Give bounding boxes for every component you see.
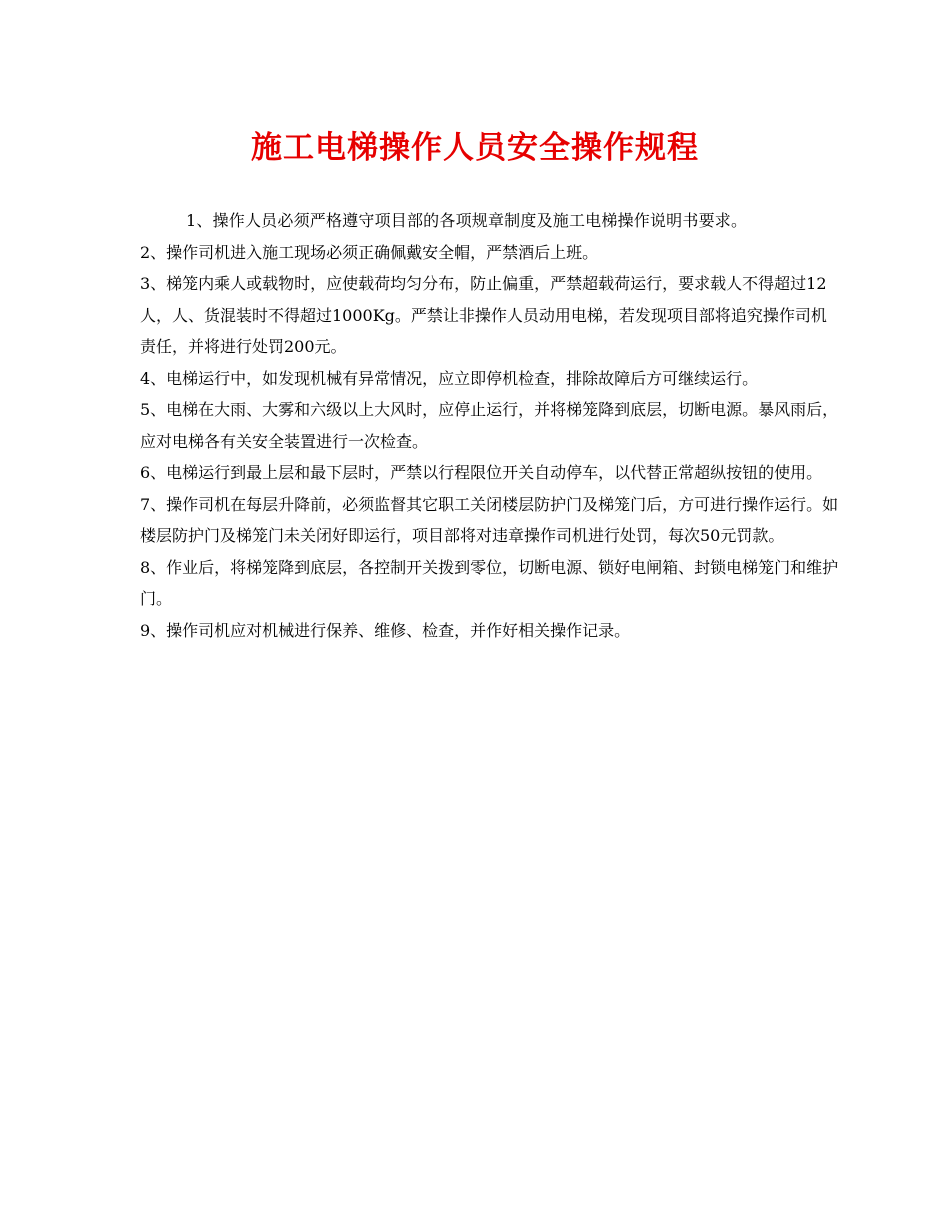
page-title: 施工电梯操作人员安全操作规程 xyxy=(251,130,699,166)
rule-item-1: 1、操作人员必须严格遵守项目部的各项规章制度及施工电梯操作说明书要求。 xyxy=(186,211,748,230)
rule-item-5: 5、电梯在大雨、大雾和六级以上大风时，应停止运行，并将梯笼降到底层，切断电源。暴风雨后，应对电梯各有关安全装置进行一次检查。 xyxy=(140,400,839,451)
rule-item-6: 6、电梯运行到最上层和最下层时，严禁以行程限位开关自动停车，以代替正常超纵按钮的使用。 xyxy=(140,463,823,482)
rule-item-3: 3、梯笼内乘人或载物时，应使载荷均匀分布，防止偏重，严禁超载荷运行，要求载人不得超过12人，人、货混装时不得超过1000Kg。严禁让非操作人员动用电梯，若发现项目部将追究操作司机责任，并将进行处罚200元。 xyxy=(140,274,827,356)
rule-item-9: 9、操作司机应对机械进行保养、维修、检查，并作好相关操作记录。 xyxy=(140,620,631,640)
rule-item-4: 4、电梯运行中，如发现机械有异常情况，应立即停机检查，排除故障后方可继续运行。 xyxy=(140,368,759,388)
rule-item-8: 8、作业后，将梯笼降到底层，各控制开关拨到零位，切断电源、锁好电闸箱、封锁电梯笼门和维护门。 xyxy=(140,557,839,608)
rule-item-7: 7、操作司机在每层升降前，必须监督其它职工关闭楼层防护门及梯笼门后，方可进行操作运行。如楼层防护门及梯笼门未关闭好即运行，项目部将对违章操作司机进行处罚，每次50元罚款。 xyxy=(140,494,839,545)
document-body xyxy=(140,205,840,646)
rule-item-2: 2、操作司机进入施工现场必须正确佩戴安全帽，严禁酒后上班。 xyxy=(140,242,599,262)
